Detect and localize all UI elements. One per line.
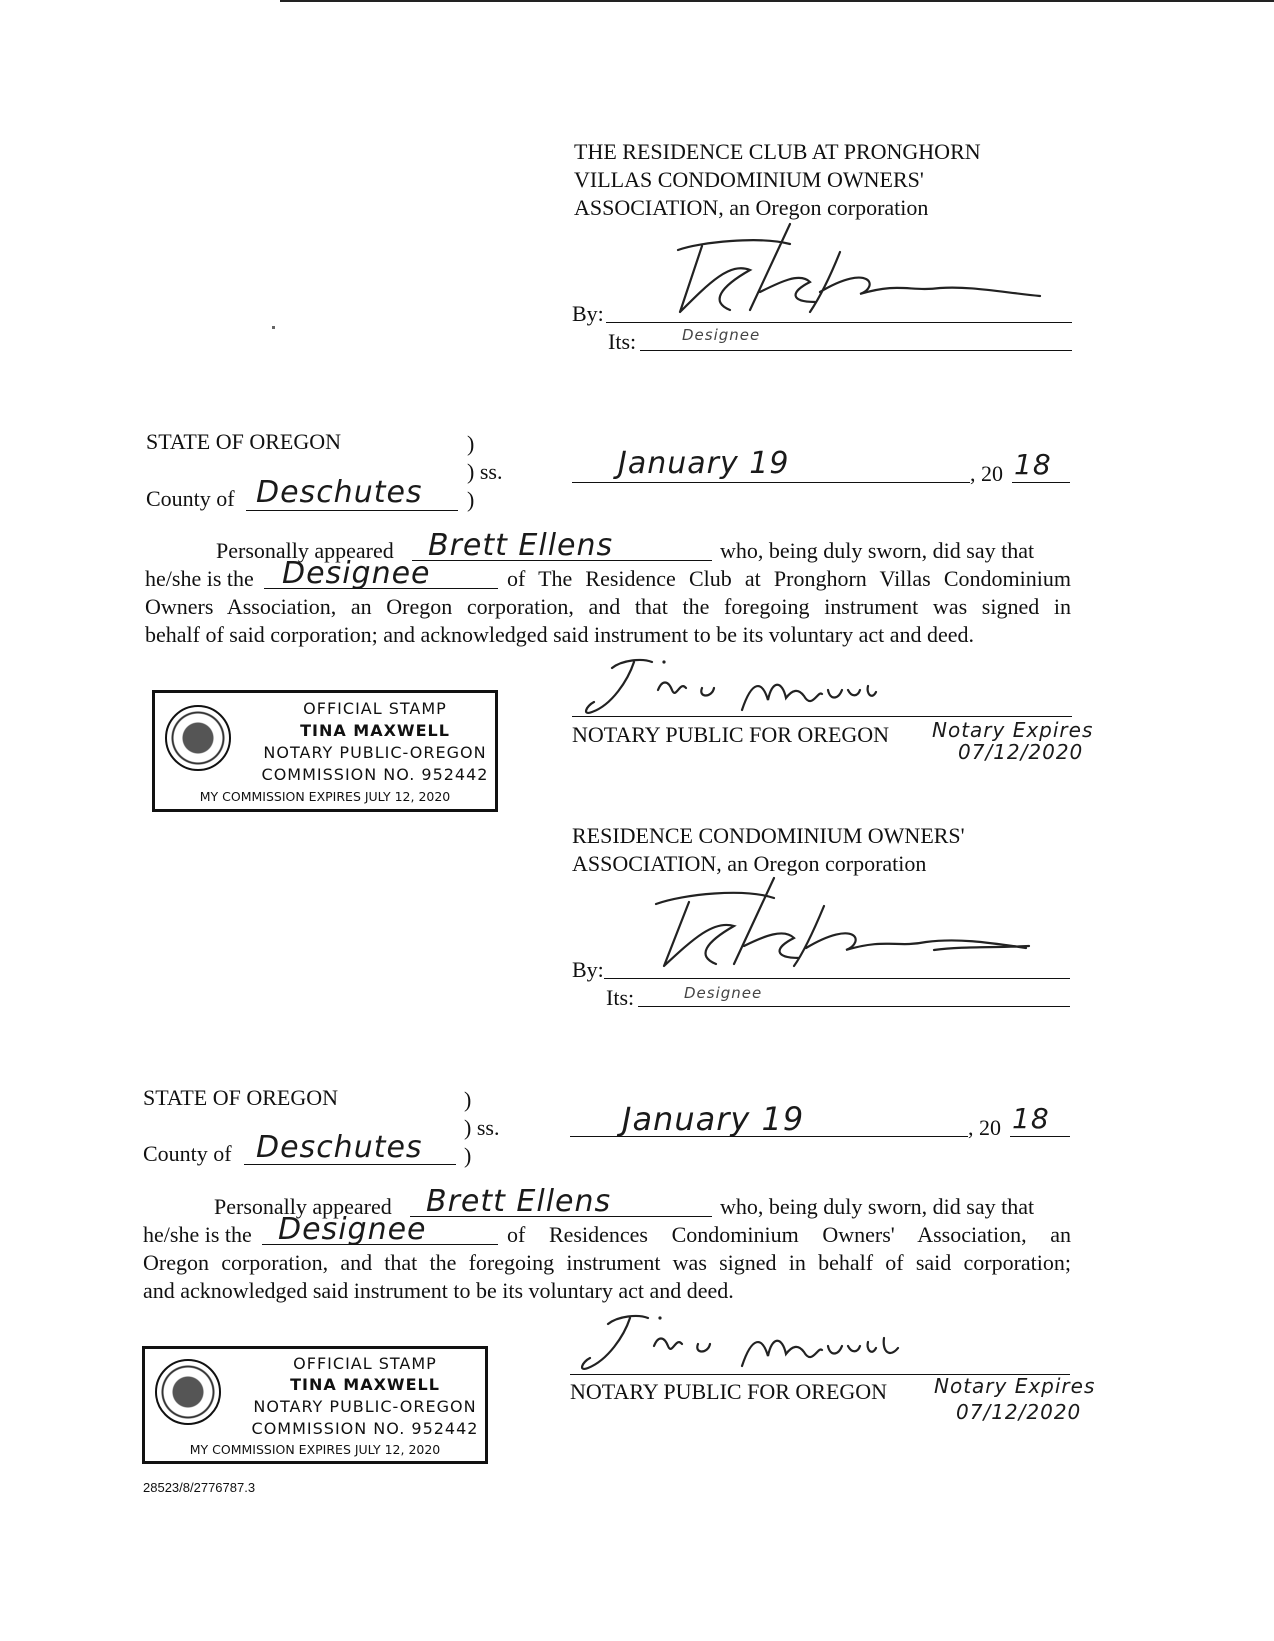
ack2-para-l1a: Personally appeared bbox=[214, 1194, 392, 1219]
ack1-para-l2a: he/she is the bbox=[145, 566, 254, 591]
entity2-line2: ASSOCIATION, an Oregon corporation bbox=[572, 851, 927, 876]
ack1-year: 18 bbox=[1014, 448, 1052, 481]
its-value-1: Designee bbox=[682, 326, 761, 344]
scan-top-edge bbox=[280, 0, 1274, 2]
notary-stamp-2 bbox=[142, 1346, 488, 1464]
ack1-year-prefix: , 20 bbox=[970, 461, 1003, 486]
ack1-state: STATE OF OREGON bbox=[146, 429, 342, 454]
stamp-name: TINA MAXWELL bbox=[300, 721, 450, 740]
its-line-2 bbox=[638, 1006, 1070, 1007]
ack2-date-line bbox=[570, 1136, 968, 1137]
ack1-para-l1b: who, being duly sworn, did say that bbox=[720, 538, 1035, 563]
ack1-name: Brett Ellens bbox=[428, 528, 614, 563]
ack2-year-prefix: , 20 bbox=[968, 1115, 1001, 1140]
oregon-seal-icon bbox=[155, 1359, 221, 1425]
by-line-2 bbox=[604, 978, 1070, 979]
ack2-para-l3: Oregon corporation, and that the foregoing instrument was signed in behalf of said corporation; bbox=[143, 1250, 1071, 1275]
stamp-expires: MY COMMISSION EXPIRES JULY 12, 2020 bbox=[199, 789, 451, 804]
entity1-line2: VILLAS CONDOMINIUM OWNERS' bbox=[574, 167, 924, 192]
ack2-date: January 19 bbox=[622, 1100, 805, 1138]
ack2-paren-bottom: ) bbox=[464, 1143, 472, 1168]
ack1-title-line bbox=[264, 588, 498, 589]
stamp-title: NOTARY PUBLIC-OREGON bbox=[263, 743, 487, 762]
its-label-1: Its: bbox=[608, 329, 637, 354]
ack2-year-line bbox=[1010, 1136, 1070, 1137]
ack1-ss: ) ss. bbox=[467, 459, 503, 484]
stamp-commission: COMMISSION NO. 952442 bbox=[251, 1419, 479, 1438]
ack1-para-l4: behalf of said corporation; and acknowledged said instrument to be its voluntary act and deed. bbox=[145, 622, 975, 647]
ack2-para-l4: and acknowledged said instrument to be its voluntary act and deed. bbox=[143, 1278, 734, 1303]
document-id: 28523/8/2776787.3 bbox=[143, 1480, 256, 1495]
scan-speck bbox=[272, 326, 275, 329]
ack2-year: 18 bbox=[1012, 1102, 1050, 1135]
oregon-seal-icon bbox=[165, 705, 231, 771]
its-line-1 bbox=[640, 350, 1072, 351]
entity1-line3: ASSOCIATION, an Oregon corporation bbox=[574, 195, 929, 220]
ack2-para-l1b: who, being duly sworn, did say that bbox=[720, 1194, 1035, 1219]
ack2-state: STATE OF OREGON bbox=[143, 1085, 339, 1110]
stamp-official: OFFICIAL STAMP bbox=[303, 699, 447, 718]
entity1-line1: THE RESIDENCE CLUB AT PRONGHORN bbox=[574, 139, 981, 164]
ack2-county: Deschutes bbox=[256, 1130, 423, 1165]
by-label-2: By: bbox=[572, 957, 604, 982]
by-line-1 bbox=[606, 322, 1072, 323]
entity2-line1: RESIDENCE CONDOMINIUM OWNERS' bbox=[572, 823, 965, 848]
ack1-date: January 19 bbox=[618, 446, 790, 481]
ack2-county-label: County of bbox=[143, 1141, 232, 1166]
ack2-para-l2b: of Residences Condominium Owners' Association, an bbox=[507, 1222, 1071, 1247]
signature-tina-maxwell-1 bbox=[572, 650, 912, 720]
ack2-name: Brett Ellens bbox=[426, 1184, 612, 1219]
ack1-para-l1a: Personally appeared bbox=[216, 538, 394, 563]
ack2-title: Designee bbox=[278, 1212, 427, 1247]
stamp-commission: COMMISSION NO. 952442 bbox=[261, 765, 489, 784]
ack1-paren-top: ) bbox=[467, 431, 475, 456]
ack2-notary-label: NOTARY PUBLIC FOR OREGON bbox=[570, 1379, 888, 1404]
ack1-county: Deschutes bbox=[256, 475, 423, 510]
stamp-name: TINA MAXWELL bbox=[290, 1375, 440, 1394]
ack1-name-line bbox=[412, 560, 712, 561]
ack1-para-l2b: of The Residence Club at Pronghorn Villas Condominium bbox=[507, 566, 1071, 591]
ack2-paren-top: ) bbox=[464, 1087, 472, 1112]
signature-brett-ellens-1 bbox=[640, 222, 1060, 322]
ack2-notary-note2: 07/12/2020 bbox=[956, 1400, 1082, 1424]
stamp-expires: MY COMMISSION EXPIRES JULY 12, 2020 bbox=[189, 1442, 441, 1457]
ack2-name-line bbox=[410, 1216, 712, 1217]
ack1-notary-note2: 07/12/2020 bbox=[958, 740, 1084, 764]
ack1-year-line bbox=[1012, 482, 1070, 483]
its-label-2: Its: bbox=[606, 985, 635, 1010]
by-label-1: By: bbox=[572, 301, 604, 326]
ack1-notary-label: NOTARY PUBLIC FOR OREGON bbox=[572, 722, 890, 747]
ack2-ss: ) ss. bbox=[464, 1115, 500, 1140]
ack1-county-line bbox=[246, 510, 458, 511]
stamp-official: OFFICIAL STAMP bbox=[293, 1354, 437, 1373]
stamp-title: NOTARY PUBLIC-OREGON bbox=[253, 1397, 477, 1416]
ack1-notary-note1: Notary Expires bbox=[932, 718, 1094, 742]
ack1-paren-bottom: ) bbox=[467, 487, 475, 512]
signature-tina-maxwell-2 bbox=[572, 1308, 912, 1378]
ack2-notary-note1: Notary Expires bbox=[934, 1374, 1096, 1398]
ack2-para-l2a: he/she is the bbox=[143, 1222, 252, 1247]
notary-line-1 bbox=[572, 716, 1072, 717]
its-value-2: Designee bbox=[684, 984, 763, 1002]
ack1-title: Designee bbox=[282, 556, 431, 591]
notary-stamp-1 bbox=[152, 690, 498, 812]
ack1-date-line bbox=[572, 482, 970, 483]
ack2-title-line bbox=[262, 1244, 498, 1245]
ack1-para-l3: Owners Association, an Oregon corporation, and that the foregoing instrument was signed in bbox=[145, 594, 1071, 619]
ack2-county-line bbox=[244, 1164, 456, 1165]
ack1-county-label: County of bbox=[146, 486, 235, 511]
signature-brett-ellens-2 bbox=[634, 878, 1054, 978]
